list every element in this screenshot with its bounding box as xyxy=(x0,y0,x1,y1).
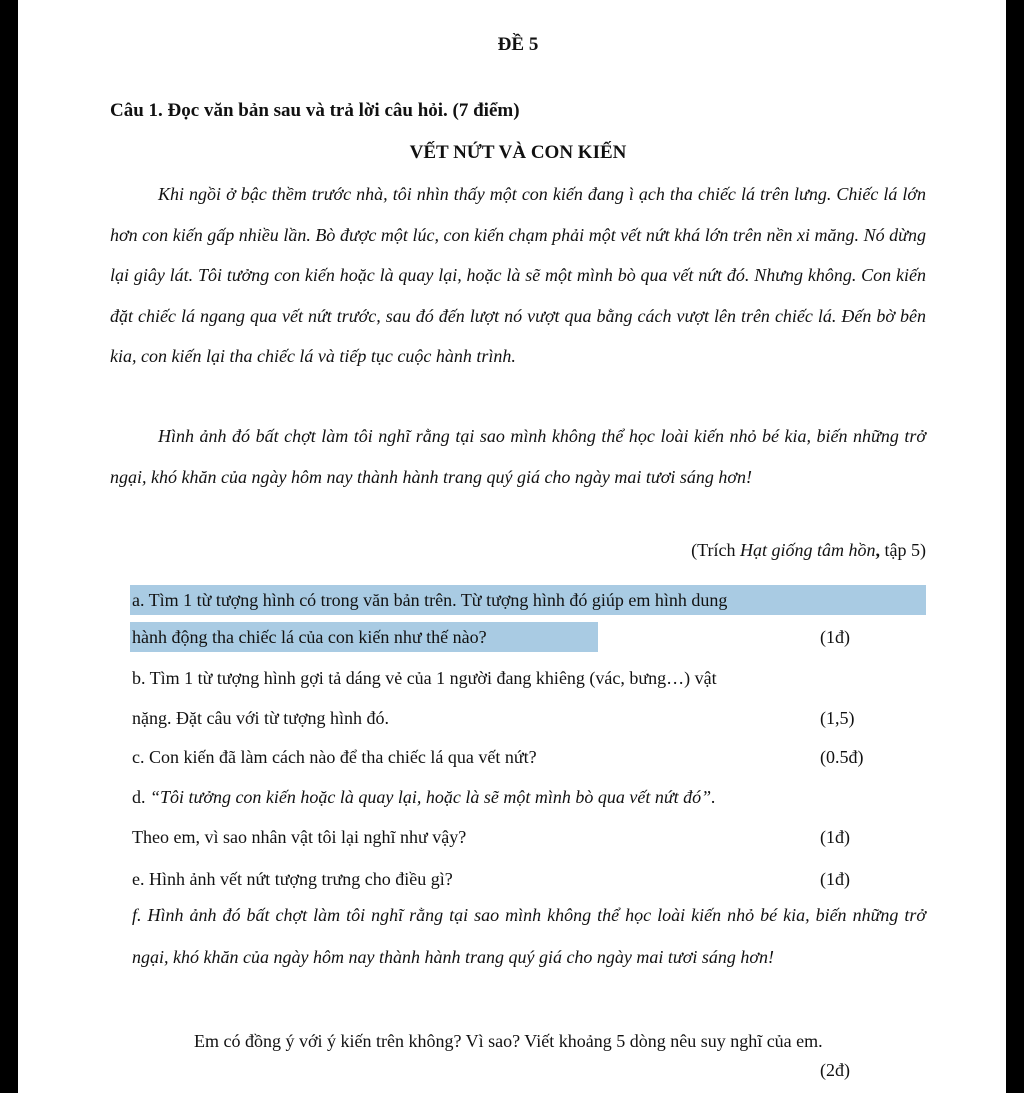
question-d-text-2: Theo em, vì sao nhân vật tôi lại nghĩ như vậy? xyxy=(132,827,467,847)
question-c-text: c. Con kiến đã làm cách nào để tha chiếc lá qua vết nứt? xyxy=(132,747,537,767)
question-b-line-2 xyxy=(132,703,926,733)
source-suffix: tập 5) xyxy=(880,540,926,560)
exam-heading: ĐỀ 5 xyxy=(497,34,539,55)
story-paragraph-2: Hình ảnh đó bất chợt làm tôi nghĩ rằng tại sao mình không thể học loài kiến nhỏ bé kia, biến những trở ngại, khó khăn của ngày hôm nay thành hành trang quý giá cho ngày mai tươi sáng hơn! xyxy=(110,426,926,487)
question-e-line xyxy=(132,864,926,894)
source-citation xyxy=(691,540,926,561)
question-1-instruction: Câu 1. Đọc văn bản sau và trả lời câu hỏi. (7 điểm) xyxy=(110,100,520,121)
question-f-quote: f. Hình ảnh đó bất chợt làm tôi nghĩ rằng tại sao mình không thể học loài kiến nhỏ bé kia, biến những trở ngại, khó khăn của ngày hôm nay thành hành trang quý giá cho ngày mai tươi sáng hơn! xyxy=(132,905,926,967)
question-f-prompt: Em có đồng ý với ý kiến trên không? Vì sao? Viết khoảng 5 dòng nêu suy nghĩ của em. xyxy=(194,1031,823,1051)
question-d-quote: “Tôi tưởng con kiến hoặc là quay lại, hoặc là sẽ một mình bò qua vết nứt đó”. xyxy=(150,787,716,807)
question-b-points: (1,5) xyxy=(820,708,855,728)
source-comma: , xyxy=(875,540,881,560)
question-e-text: e. Hình ảnh vết nứt tượng trưng cho điều gì? xyxy=(132,869,453,889)
question-d-line-2 xyxy=(132,822,926,852)
question-a-line-1[interactable] xyxy=(132,585,926,615)
question-c-line xyxy=(132,742,926,772)
question-a-line-2[interactable] xyxy=(132,622,926,652)
question-a-points: (1đ) xyxy=(820,627,850,647)
question-d-line-1 xyxy=(132,782,926,812)
question-c-points: (0.5đ) xyxy=(820,747,864,767)
question-b-line-1 xyxy=(132,663,926,693)
question-d-prefix: d. xyxy=(132,787,150,807)
story-paragraph-1: Khi ngồi ở bậc thềm trước nhà, tôi nhìn thấy một con kiến đang ì ạch tha chiếc lá trên lưng. Chiếc lá lớn hơn con kiến gấp nhiều lần. Bò được một lúc, con kiến chạm phải một vết nứt khá lớn trên nền xi măng. Nó dừng lại giây lát. Tôi tưởng con kiến hoặc là quay lại, hoặc là sẽ một mình bò qua vết nứt đó. Nhưng không. Con kiến đặt chiếc lá ngang qua vết nứt trước, sau đó đến lượt nó vượt qua bằng cách vượt lên trên chiếc lá. Đến bờ bên kia, con kiến lại tha chiếc lá và tiếp tục cuộc hành trình. xyxy=(110,184,926,366)
document-page xyxy=(18,0,1006,1093)
question-e-points: (1đ) xyxy=(820,869,850,889)
story-title: VẾT NỨT VÀ CON KIẾN xyxy=(409,142,627,163)
question-a-text-1[interactable]: a. Tìm 1 từ tượng hình có trong văn bản trên. Từ tượng hình đó giúp em hình dung xyxy=(130,585,926,615)
question-f-points: (2đ) xyxy=(820,1060,850,1080)
source-prefix: (Trích xyxy=(691,540,740,560)
question-b-text-2: nặng. Đặt câu với từ tượng hình đó. xyxy=(132,708,390,728)
question-b-text-1: b. Tìm 1 từ tượng hình gợi tả dáng vẻ của 1 người đang khiêng (vác, bưng…) vật xyxy=(132,668,717,688)
question-a-text-2[interactable]: hành động tha chiếc lá của con kiến như thế nào? xyxy=(130,622,598,652)
question-d-points: (1đ) xyxy=(820,827,850,847)
source-book-title: Hạt giống tâm hồn xyxy=(740,540,876,560)
